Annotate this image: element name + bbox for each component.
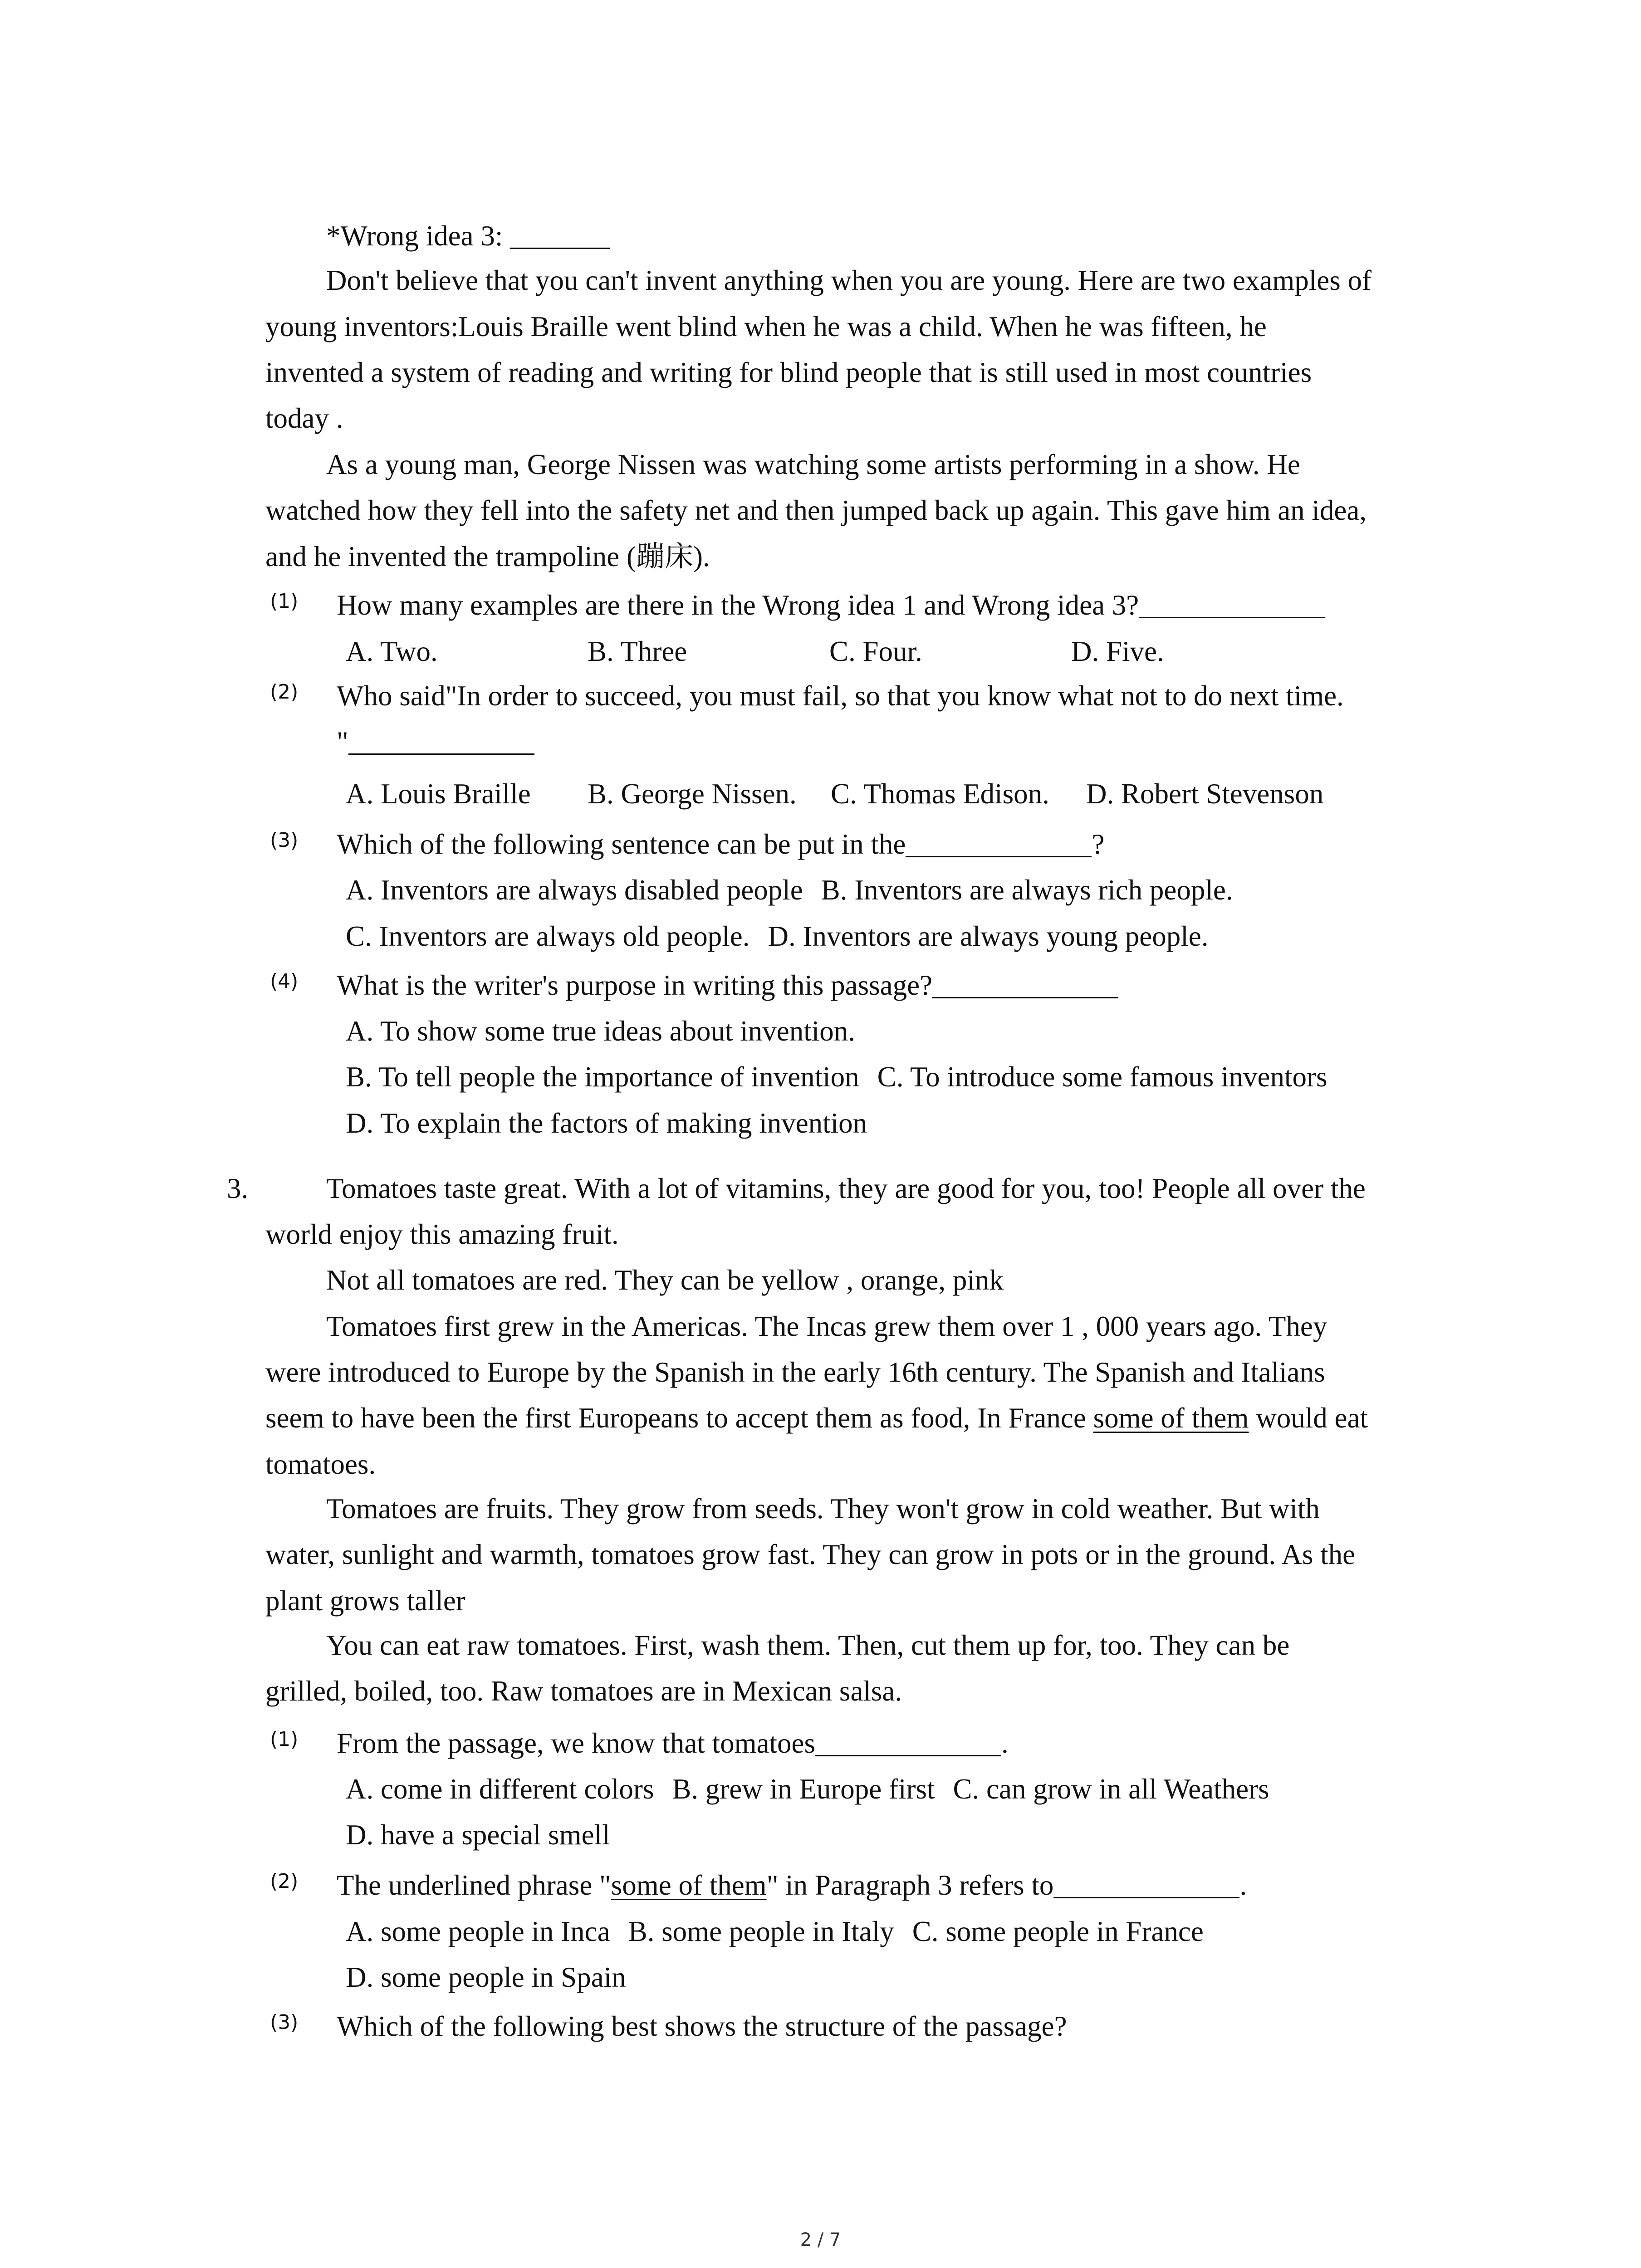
question-number: (2) — [270, 1870, 299, 1893]
answer-option: D. Five. — [1071, 635, 1164, 667]
question-text-continued — [337, 723, 534, 760]
answer-option: B. Inventors are always rich people. — [821, 874, 1233, 906]
options-row — [346, 1817, 610, 1853]
answer-option: D. Inventors are always young people. — [768, 920, 1209, 952]
passage-line: today . — [265, 402, 343, 434]
answer-option: D. Robert Stevenson — [1086, 778, 1324, 810]
question-number: (2) — [270, 680, 299, 704]
question-text: Which of the following best shows the structure of the passage? — [337, 2010, 1067, 2042]
passage-line: tomatoes. — [265, 1448, 376, 1480]
answer-blank — [932, 972, 1118, 998]
question-number: (1) — [270, 590, 299, 613]
answer-blank — [1053, 1872, 1239, 1898]
question-text — [337, 826, 1104, 862]
options-row — [346, 1105, 867, 1141]
passage-line: young inventors:Louis Braille went blind when he was a child. When he was fifteen, he — [265, 311, 1267, 342]
answer-option: B. grew in Europe first — [672, 1773, 935, 1805]
line-segment: would eat — [1249, 1402, 1368, 1434]
answer-option: A. To show some true ideas about invention. — [346, 1015, 856, 1047]
passage-line: plant grows taller — [265, 1585, 465, 1617]
options-row — [346, 918, 1208, 954]
answer-blank — [815, 1730, 1001, 1756]
question-text-content: Which of the following sentence can be put in the — [337, 828, 906, 860]
question-text-content: From the passage, we know that tomatoes — [337, 1727, 816, 1759]
answer-option: C. Four. — [829, 635, 922, 667]
item-number: 3. — [227, 1173, 249, 1204]
answer-blank — [348, 728, 534, 755]
question-text — [337, 587, 1325, 623]
options-row — [346, 1959, 626, 1995]
underlined-phrase: some of them — [611, 1869, 767, 1901]
passage-line: world enjoy this amazing fruit. — [265, 1218, 619, 1250]
question-text-content: What is the writer's purpose in writing this passage? — [337, 969, 933, 1001]
question-text — [337, 1725, 1009, 1761]
question-text-content: The underlined phrase " — [337, 1869, 611, 1901]
answer-option: C. some people in France — [912, 1916, 1204, 1947]
question-text — [337, 1867, 1247, 1903]
line-segment: seem to have been the first Europeans to accept them as food, In France — [265, 1402, 1093, 1434]
passage-line: were introduced to Europe by the Spanish in the early 16th century. The Spanish and Italians — [265, 1356, 1325, 1388]
passage-line: Not all tomatoes are red. They can be yellow , orange, pink — [326, 1264, 1004, 1296]
question-text-end: ? — [1092, 828, 1105, 860]
closing-quote: " — [337, 726, 348, 758]
page-number: 2 / 7 — [800, 2229, 841, 2250]
passage-line: Don't believe that you can't invent anything when you are young. Here are two examples of — [326, 264, 1372, 296]
passage-line — [265, 1400, 1368, 1436]
answer-option: A. Two. — [346, 635, 438, 667]
question-number: (1) — [270, 1728, 299, 1751]
answer-option: B. George Nissen. — [588, 778, 797, 810]
question-text-content: " in Paragraph 3 refers to — [766, 1869, 1054, 1901]
passage-line: grilled, boiled, too. Raw tomatoes are in Mexican salsa. — [265, 1675, 902, 1707]
answer-option: C. To introduce some famous inventors — [877, 1061, 1327, 1093]
answer-blank — [906, 831, 1092, 857]
question-number: (4) — [270, 970, 299, 993]
passage-line: watched how they fell into the safety net and then jumped back up again. This gave him an idea, — [265, 494, 1367, 526]
options-row — [346, 1059, 1327, 1095]
answer-option: A. Louis Braille — [346, 778, 531, 810]
question-text-content: How many examples are there in the Wrong idea 1 and Wrong idea 3? — [337, 589, 1139, 621]
question-text-end: . — [1239, 1869, 1247, 1901]
passage-line: and he invented the trampoline (蹦床). — [265, 541, 710, 572]
answer-option: C. Inventors are always old people. — [346, 920, 750, 952]
passage-line: As a young man, George Nissen was watching some artists performing in a show. He — [326, 449, 1300, 480]
answer-option: B. Three — [588, 635, 687, 667]
question-text-end: . — [1001, 1727, 1009, 1759]
answer-option: B. some people in Italy — [628, 1916, 894, 1947]
question-text: Who said"In order to succeed, you must fail, so that you know what not to do next time. — [337, 680, 1344, 712]
options-row — [346, 1771, 1269, 1807]
passage-line: invented a system of reading and writing for blind people that is still used in most countries — [265, 357, 1312, 388]
answer-option: D. some people in Spain — [346, 1961, 626, 1993]
question-number: (3) — [270, 2011, 299, 2034]
question-number: (3) — [270, 829, 299, 852]
passage-line: You can eat raw tomatoes. First, wash them. Then, cut them up for, too. They can be — [326, 1629, 1290, 1661]
passage-line: water, sunlight and warmth, tomatoes grow fast. They can grow in pots or in the ground. As the — [265, 1539, 1356, 1570]
options-row — [346, 1913, 1204, 1950]
answer-option: A. some people in Inca — [346, 1916, 610, 1947]
passage-line: Tomatoes first grew in the Americas. The Incas grew them over 1 , 000 years ago. They — [326, 1310, 1327, 1342]
answer-option: A. Inventors are always disabled people — [346, 874, 803, 906]
answer-option: C. can grow in all Weathers — [953, 1773, 1269, 1805]
passage-line: Tomatoes are fruits. They grow from seeds. They won't grow in cold weather. But with — [326, 1493, 1320, 1525]
answer-option: A. come in different colors — [346, 1773, 654, 1805]
underlined-phrase: some of them — [1093, 1402, 1249, 1434]
answer-option: B. To tell people the importance of invention — [346, 1061, 859, 1093]
passage-line: Tomatoes taste great. With a lot of vitamins, they are good for you, too! People all over the — [326, 1173, 1366, 1204]
answer-option: D. To explain the factors of making invention — [346, 1107, 867, 1139]
options-row — [346, 872, 1233, 908]
options-row — [346, 1013, 855, 1049]
answer-blank — [1139, 591, 1325, 618]
answer-option: C. Thomas Edison. — [831, 778, 1049, 810]
question-text — [337, 967, 1118, 1003]
wrong-idea-3-heading: *Wrong idea 3: _______ — [326, 220, 610, 252]
answer-option: D. have a special smell — [346, 1819, 610, 1851]
